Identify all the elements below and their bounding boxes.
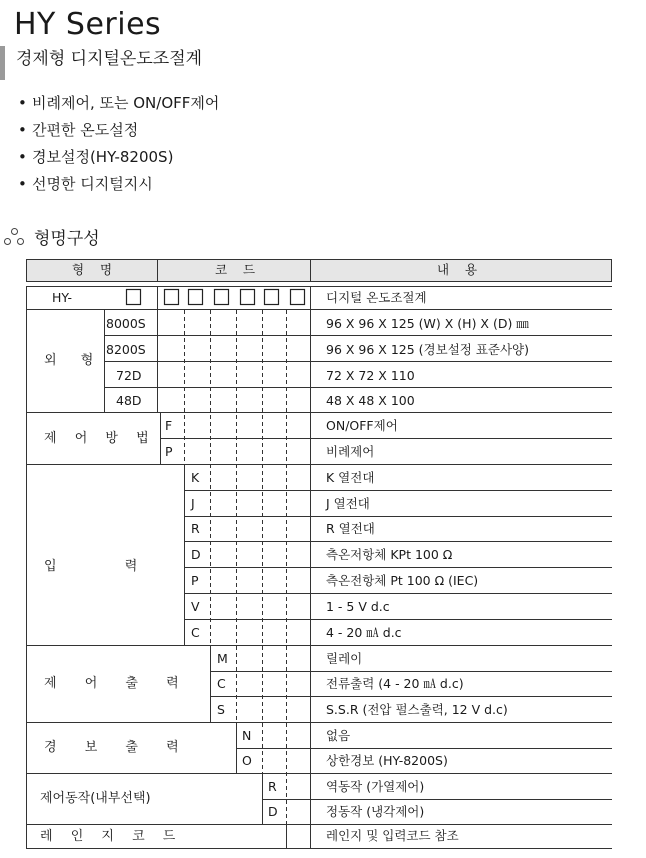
group-label-alarm-output: 경 보 출 력 — [44, 740, 191, 755]
control-output-code: C — [217, 676, 226, 691]
group-label-control-output: 제 어 출 력 — [44, 676, 191, 691]
control-method-code: P — [165, 444, 173, 459]
input-content: K 열전대 — [326, 470, 375, 485]
control-action-code: D — [268, 804, 278, 819]
code-box — [165, 290, 179, 305]
control-action-content: 역동작 (가열제어) — [326, 779, 425, 794]
outer-content: 48 X 48 X 100 — [326, 393, 415, 408]
code-box — [291, 290, 305, 305]
group-label-range-code: 레 인 지 코 드 — [40, 829, 183, 844]
page-title: HY Series — [14, 7, 162, 42]
bullet-icon: • — [18, 121, 27, 139]
feature-item: • 선명한 디지털지시 — [18, 171, 219, 198]
alarm-output-content: 상한경보 (HY-8200S) — [326, 753, 448, 768]
header-model: 형 명 — [72, 262, 119, 277]
feature-item: • 간편한 온도설정 — [18, 117, 219, 144]
code-box — [189, 290, 203, 305]
control-output-content: 전류출력 (4 - 20 ㎃ d.c) — [326, 676, 464, 691]
header-content: 내 용 — [437, 262, 484, 277]
input-content: 측온저항체 KPt 100 Ω — [326, 547, 453, 562]
control-action-content: 정동작 (냉각제어) — [326, 804, 425, 819]
input-code: K — [191, 470, 200, 485]
input-content: 4 - 20 ㎃ d.c — [326, 625, 402, 640]
input-code: R — [191, 521, 200, 536]
code-box — [265, 290, 279, 305]
model-description: 디지털 온도조절계 — [326, 290, 427, 305]
input-content: J 열전대 — [326, 496, 370, 511]
bullet-icon: • — [18, 94, 27, 112]
bullet-icon: • — [18, 175, 27, 193]
code-box — [215, 290, 229, 305]
bullet-icon: • — [18, 148, 27, 166]
group-label-control-method: 제 어 방 법 — [44, 431, 156, 446]
input-code: P — [191, 573, 199, 588]
control-output-code: S — [217, 702, 225, 717]
control-action-code: R — [268, 779, 277, 794]
control-output-content: S.S.R (전압 펄스출력, 12 V d.c) — [326, 702, 508, 717]
outer-code: 72D — [116, 368, 142, 383]
input-content: 측온전항체 Pt 100 Ω (IEC) — [326, 573, 479, 588]
page-subtitle: 경제형 디지털온도조절계 — [16, 49, 203, 69]
group-label-outer: 외 형 — [44, 353, 104, 368]
control-method-code: F — [165, 418, 173, 433]
control-method-content: ON/OFF제어 — [326, 418, 398, 433]
code-box — [241, 290, 255, 305]
model-prefix: HY- — [52, 290, 73, 305]
group-label-input: 입 력 — [44, 559, 170, 574]
control-method-content: 비례제어 — [326, 444, 375, 459]
group-label-control-action: 제어동작(내부선택) — [40, 791, 151, 806]
control-output-code: M — [217, 651, 228, 666]
alarm-output-content: 없음 — [326, 728, 351, 743]
outer-content: 96 X 96 X 125 (경보설정 표준사양) — [326, 342, 529, 357]
input-content: R 열전대 — [326, 521, 375, 536]
header-code: 코 드 — [215, 262, 262, 277]
section-title: 형명구성 — [34, 229, 100, 249]
input-content: 1 - 5 V d.c — [326, 599, 390, 614]
alarm-output-code: N — [242, 728, 252, 743]
range-code-content: 레인지 및 입력코드 참조 — [326, 828, 459, 843]
input-code: J — [191, 496, 195, 511]
outer-content: 72 X 72 X 110 — [326, 368, 415, 383]
alarm-output-code: O — [242, 753, 252, 768]
outer-code: 48D — [116, 393, 142, 408]
input-code: V — [191, 599, 200, 614]
input-code: D — [191, 547, 201, 562]
code-box — [127, 290, 141, 305]
outer-code: 8200S — [106, 342, 146, 357]
feature-item: • 경보설정(HY-8200S) — [18, 144, 219, 171]
outer-content: 96 X 96 X 125 (W) X (H) X (D) ㎜ — [326, 316, 529, 331]
input-code: C — [191, 625, 200, 640]
feature-item: • 비례제어, 또는 ON/OFF제어 — [18, 90, 219, 117]
control-output-content: 릴레이 — [326, 651, 363, 666]
outer-code: 8000S — [106, 316, 146, 331]
